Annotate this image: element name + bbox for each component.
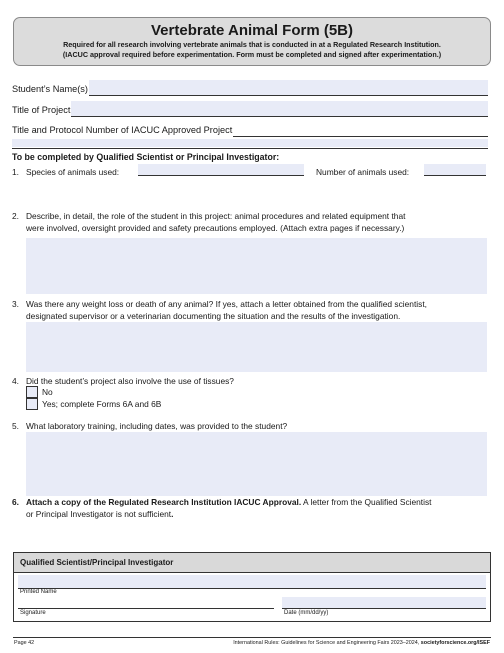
protocol-number-field-2[interactable] — [12, 139, 488, 147]
species-label: Species of animals used: — [26, 167, 120, 177]
question-3-line-2: designated supervisor or a veterinarian documenting the situation and the results of the investigation. — [26, 311, 401, 321]
student-names-field[interactable] — [89, 80, 488, 96]
question-3 — [12, 298, 490, 322]
form-title: Vertebrate Animal Form (5B) — [151, 22, 353, 39]
option-yes[interactable] — [26, 398, 161, 410]
question-2-line-2: were involved, oversight provided and safety precautions employed. (Attach extra pages if necessary.) — [26, 223, 405, 233]
question-3-number: 3. — [12, 299, 19, 309]
date-label: Date (mm/dd/yy) — [284, 610, 329, 616]
signature-block-title: Qualified Scientist/Principal Investigator — [14, 553, 490, 573]
question-4-number: 4. — [12, 376, 19, 386]
student-names-row — [12, 80, 488, 96]
question-3-line-1: Was there any weight loss or death of any animal? If yes, attach a letter obtained from the qualified scientist, — [26, 299, 427, 309]
protocol-number-row — [12, 121, 488, 137]
section-heading: To be completed by Qualified Scientist or Principal Investigator: — [12, 152, 280, 162]
printed-name-field[interactable] — [18, 575, 486, 589]
question-6-number: 6. — [12, 497, 19, 507]
project-title-label: Title of Project — [12, 105, 71, 115]
section-divider — [12, 148, 488, 149]
form-header — [13, 17, 491, 66]
no-label: No — [42, 387, 53, 397]
signature-field[interactable] — [18, 597, 274, 609]
question-6-period: . — [171, 509, 174, 519]
question-1-number: 1. — [12, 167, 19, 177]
signature-label: Signature — [20, 610, 46, 616]
question-5-number: 5. — [12, 421, 19, 431]
question-5 — [12, 420, 490, 432]
project-title-field[interactable] — [71, 101, 488, 117]
no-checkbox[interactable] — [26, 386, 38, 398]
date-field[interactable] — [282, 597, 486, 609]
question-2 — [12, 210, 490, 234]
signature-block — [13, 552, 491, 622]
footer-text: International Rules: Guidelines for Science and Engineering Fairs 2023–2024, — [233, 640, 421, 646]
protocol-number-label: Title and Protocol Number of IACUC Approved Project — [12, 125, 233, 135]
number-animals-label: Number of animals used: — [316, 167, 410, 177]
footer-link[interactable]: societyforscience.org/ISEF — [420, 640, 490, 646]
question-2-number: 2. — [12, 211, 19, 221]
question-4-text: Did the student’s project also involve the use of tissues? — [26, 376, 234, 386]
question-6-bold: Attach a copy of the Regulated Research Institution IACUC Approval. — [26, 497, 302, 507]
question-6-line-2: or Principal Investigator is not sufficient — [26, 509, 172, 519]
question-3-answer[interactable] — [26, 322, 487, 372]
question-6-rest: A letter from the Qualified Scientist — [301, 497, 432, 507]
printed-name-label: Printed Name — [20, 589, 57, 595]
footer-citation — [233, 640, 490, 646]
yes-checkbox[interactable] — [26, 398, 38, 410]
footer-divider — [13, 637, 491, 638]
form-subtitle-1: Required for all research involving vertebrate animals that is conducted in at a Regulated Research Institution. — [63, 40, 441, 49]
question-6 — [12, 496, 490, 520]
number-animals-field[interactable] — [424, 164, 486, 176]
question-2-answer[interactable] — [26, 238, 487, 294]
question-4 — [12, 375, 490, 387]
student-names-label: Student’s Name(s) — [12, 84, 88, 94]
page-number: Page 42 — [14, 640, 35, 646]
question-5-text: What laboratory training, including dates, was provided to the student? — [26, 421, 288, 431]
species-field[interactable] — [138, 164, 304, 176]
question-2-line-1: Describe, in detail, the role of the student in this project: animal procedures and related equipment that — [26, 211, 406, 221]
form-subtitle-2: (IACUC approval required before experimentation. Form must be completed and signed after experimentation.) — [62, 50, 442, 59]
project-title-row — [12, 101, 488, 117]
yes-label: Yes; complete Forms 6A and 6B — [42, 399, 162, 409]
option-no[interactable] — [26, 386, 53, 398]
question-5-answer[interactable] — [26, 432, 487, 496]
protocol-number-field[interactable] — [233, 121, 488, 137]
